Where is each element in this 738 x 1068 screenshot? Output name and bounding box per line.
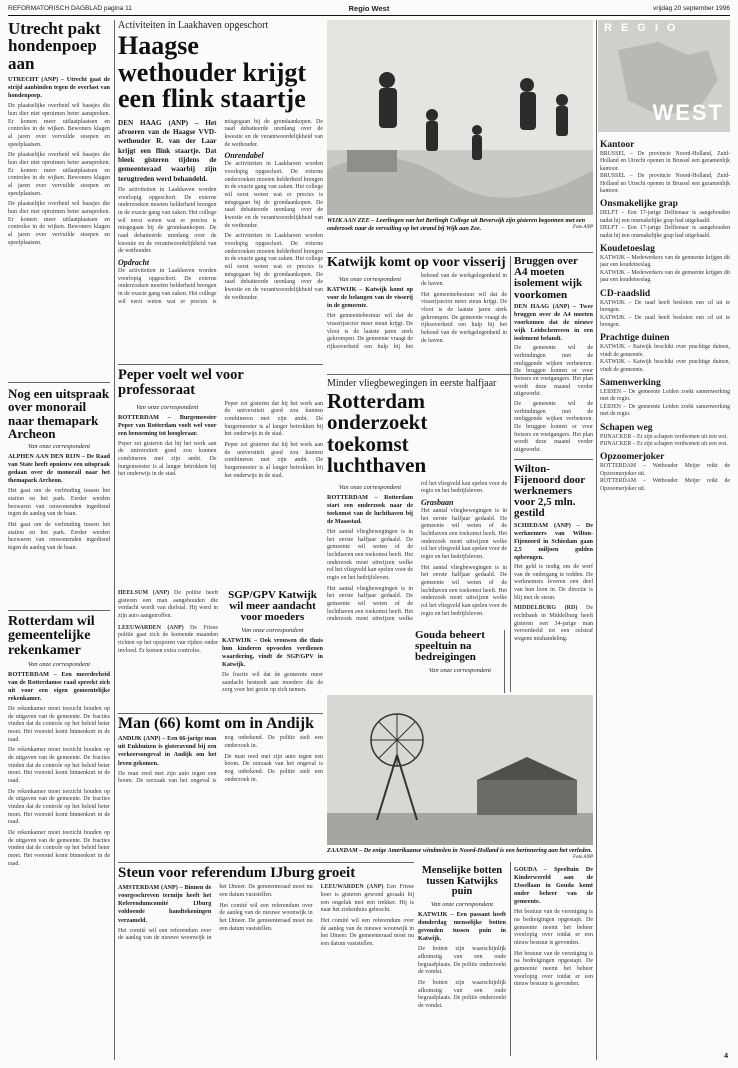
article-gouda-body bbox=[514, 866, 593, 1056]
article-lead: ANDIJK (ANP) – Een 66-jarige man uit Enkhuizen is gisteravond bij een verkeersongeval in Andijk om het leven gekomen. bbox=[118, 735, 217, 767]
article-columns bbox=[118, 401, 323, 482]
article-body-repeat: De activiteiten in Laakhaven worden voorlopig opgeschort. De externe onderzoeken moeten helderheid brengen in de exacte gang van zaken. Het college wil eerst weten wat er precies is misgegaan bij de grondaankopen. De raad debatteerde urenlang over de kwestie en de verantwoordelijkheid van de wethouder. bbox=[224, 233, 323, 301]
article-title: Wilton-Fijenoord door werknemers voor 2,5 mln. gestild bbox=[514, 462, 585, 520]
article-lead: AMSTERDAM (ANP) – Binnen de voorgeschreven termijn heeft het Referendumcomité IJburg voldoende handtekeningen verzameld. bbox=[118, 884, 212, 924]
article-body-repeat: Het comité wil een referendum over de aanleg van de nieuwe woonwijk in het IJmeer. De gemeenteraad moet nu een datum vaststellen. bbox=[219, 902, 313, 932]
article-lead: GOUDA – Speeltuin De Kinderwereld aan de IJssellaan in Gouda komt onder beheer van de gemeente. bbox=[514, 866, 593, 906]
sidebar-item: Opzoomerjoker ROTTERDAM – Wethouder Meijer reikt de Opzoomerjoker uit. ROTTERDAM – Wethouder Meijer reikt de Opzoomerjoker uit. bbox=[600, 452, 730, 492]
article-title: Bruggen over A4 moeten isolement wijk voorkomen bbox=[514, 256, 583, 301]
page-header bbox=[8, 5, 730, 14]
article-lead: UTRECHT (ANP) – Utrecht gaat de strijd aanbinden tegen de overlast van hondenpoep. bbox=[8, 75, 110, 100]
divider bbox=[327, 252, 593, 253]
article-katwijk-visserij bbox=[327, 256, 507, 371]
article-title: Menselijke botten tussen Katwijks puin bbox=[421, 866, 503, 898]
sidebar-item: Kantoor BRUSSEL – De provincie Noord-Holland, Zuid-Holland en Utrecht openen in Brussel een gezamenlijk kantoor. BRUSSEL – De provincie Noord-Holland, Zuid-Holland en Utrecht openen in Brussel een gezamenlijk kantoor. bbox=[600, 140, 730, 195]
article-title: Nog een uitspraak over monorail naar themapark Archeon bbox=[8, 387, 110, 441]
subhead: Onrendabel bbox=[224, 151, 264, 161]
article-title: Gouda beheert speeltuin na bedreigingen bbox=[415, 630, 485, 664]
article-body-repeat: De activiteiten in Laakhaven worden voorlopig opgeschort. De externe onderzoeken moeten helderheid brengen in de exacte gang van zaken. Het college wil eerst weten wat er precies is misgegaan bij de grondaankopen. De raad debatteerde urenlang over de kwestie en de verantwoordelijkheid van de wethouder. bbox=[224, 161, 323, 229]
article-columns bbox=[118, 119, 323, 307]
sidebar-briefs bbox=[600, 136, 730, 1056]
article-body-repeat: De activiteiten in Laakhaven worden voorlopig opgeschort. De externe onderzoeken moeten helderheid brengen in de exacte gang van zaken. Het college wil eerst weten wat er precies is misgegaan bij de grondaankopen. De raad debatteerde urenlang over de kwestie en de verantwoordelijkheid van de wethouder. bbox=[118, 118, 323, 305]
beach-photo bbox=[327, 20, 593, 215]
byline: Van onze correspondent bbox=[136, 403, 199, 411]
divider bbox=[118, 713, 323, 714]
article-column-bruggen-wilton bbox=[514, 256, 593, 692]
article-body-repeat: Het gaat om de verbinding tussen het station en het park. Eerder werden bezwaren van omwonenden ingediend tegen de aanleg van de baan. bbox=[8, 521, 110, 551]
divider bbox=[118, 862, 414, 863]
article-kicker: Activiteiten in Laakhaven opgeschort bbox=[118, 20, 269, 31]
article-body: Peper zei gisteren dat hij het werk aan de universiteit goed zou kunnen combineren met zijn ambt. De burgemeester is al langer betrokken bij het onderwijs in de stad. bbox=[118, 440, 217, 478]
newspaper-name: REFORMATORISCH DAGBLAD pagina 11 bbox=[8, 5, 132, 12]
article-man66 bbox=[118, 716, 323, 856]
column-rule bbox=[114, 20, 115, 1060]
article-body-repeat: Peper zei gisteren dat hij het werk aan de universiteit goed zou kunnen combineren met zijn ambt. De burgemeester is al langer betrokken bij het onderwijs in de stad. bbox=[224, 400, 323, 438]
brief-leeuwarden2: LEEUWARDEN (ANP) Een Friese boer is gisteren gewond geraakt bij een ongeluk met een trekker. Hij is naar het ziekenhuis gebracht. bbox=[320, 884, 414, 914]
article-body-repeat: Het comité wil een referendum over de aanleg van de nieuwe woonwijk in het IJmeer. De gemeenteraad moet nu een datum vaststellen. bbox=[320, 917, 414, 947]
sidebar-item: Onsmakelijke grap DELFT – Een 17-jarige Delftenaar is aangehouden nadat hij een onsmakelijke grap had uitgehaald. DELFT – Een 17-jarige Delftenaar is aangehouden nadat hij een onsmakelijke grap had uitgehaald. bbox=[600, 199, 730, 239]
column-rule bbox=[510, 862, 511, 1056]
article-body: Het comité wil een referendum over de aanleg van de nieuwe woonwijk in het IJmeer. De gemeenteraad moet nu een datum vaststellen. bbox=[118, 884, 313, 942]
divider bbox=[514, 459, 593, 460]
byline: Van onze correspondent bbox=[27, 660, 91, 668]
article-sgp bbox=[222, 590, 323, 710]
article-title: Rotterdam onderzoekt toekomst luchthaven bbox=[327, 389, 428, 478]
issue-date: vrijdag 20 september 1996 bbox=[653, 5, 730, 12]
article-lead: ROTTERDAM – Rotterdam start een onderzoek naar de toekomst van de luchthaven bij de Maasstad. bbox=[327, 493, 413, 525]
header-rule bbox=[8, 15, 730, 16]
article-columns bbox=[118, 884, 414, 948]
brief-middelburg: MIDDELBURG (RD) De rechtbank in Middelburg heeft gisteren een 34-jarige man veroordeeld tot een celstraf wegens mishandeling. bbox=[514, 605, 593, 643]
article-body-repeat: Peper zei gisteren dat hij het werk aan de universiteit goed zou kunnen combineren met zijn ambt. De burgemeester is al langer betrokken bij het onderwijs in de stad. bbox=[224, 441, 323, 479]
article-body: De activiteiten in Laakhaven worden voorlopig opgeschort. De externe onderzoeken moeten helderheid brengen in de exacte gang van zaken. Het college wil eerst weten wat er precies is misgegaan bij de grondaankopen. De raad debatteerde urenlang over de kwestie en de verantwoordelijkheid van de wethouder. bbox=[118, 187, 217, 255]
column-rule bbox=[596, 20, 597, 1060]
byline: Van onze correspondent bbox=[430, 901, 494, 909]
article-lead: KATWIJK – Een passant heeft donderdag menselijke botten gevonden tussen puin in Katwijk. bbox=[418, 911, 506, 943]
article-title: Haagse wethouder krijgt een flink staartje bbox=[118, 31, 307, 114]
article-body: Het bestuur van de vereniging is na bedreigingen opgestapt. De gemeente neemt het beheer voorlopig over totdat er een nieuw bestuur is gevonden. bbox=[514, 909, 593, 946]
article-peper bbox=[118, 368, 323, 588]
subhead: Grasbaan bbox=[421, 497, 454, 507]
article-lead: ALPHEN AAN DEN RIJN – De Raad van State heeft opnieuw een uitspraak gedaan over de monorail naar het themapark Archeon. bbox=[8, 453, 110, 485]
article-body: De man reed met zijn auto tegen een boom. De oorzaak van het ongeval is nog onbekend. De politie stelt een onderzoek in. bbox=[118, 735, 323, 785]
beach-caption: WIJK AAN ZEE – Leerlingen van het Berlingh College uit Beverwijk zijn gisteren begonnen met een onderzoek naar de vervuiling op het strand bij Wijk aan Zee. Foto ANP bbox=[327, 217, 593, 232]
article-lead: DEN HAAG (ANP) – Het afvoeren van de Haagse VVD-wethouder R. van der Laar krijgt een flink staartje. Dat bleek gisteren tijdens de gemeenteraad waarbij zijn terugtreden werd behandeld. bbox=[118, 118, 217, 183]
article-body: Het geld is nodig om de werf van de ondergang te redden. De werknemers leveren een deel van hun loon in. De directie is blij met de steun. bbox=[514, 564, 593, 601]
article-body-repeat: Het aantal vliegbewegingen is in het eerste halfjaar gedaald. De gemeente wil weten of de luchthaven een toekomst heeft. Het onderzoek moet uitwijzen welke rol het vliegveld kan spelen voor de regio en het bedrijfsleven. bbox=[421, 564, 507, 617]
byline: Van onze correspondent bbox=[428, 666, 492, 674]
subhead: Opdracht bbox=[118, 258, 150, 268]
zaandam-caption: ZAANDAM – De enige Amerikaanse windmolen in Noord-Holland is een herinnering aan het verleden. Foto ANP bbox=[327, 847, 593, 860]
sidebar-item: Koudetoeslag KATWIJK – Medewerkers van de gemeente krijgen dit jaar een koudetoeslag. KATWIJK – Medewerkers van de gemeente krijgen dit jaar een koudetoeslag. bbox=[600, 244, 730, 284]
byline: Van onze correspondent bbox=[338, 276, 402, 284]
article-title: Utrecht pakt hondenpoep aan bbox=[8, 20, 101, 73]
article-title: Man (66) komt om in Andijk bbox=[118, 716, 315, 732]
article-body: De fractie wil dat de gemeente meer aandacht besteedt aan moeders die de zorg voor het gezin op zich nemen. bbox=[222, 671, 323, 694]
logo-word-regio: REGIO bbox=[604, 22, 685, 34]
section-title: Regio West bbox=[348, 4, 390, 13]
brief-heelsum: HEELSUM (ANP) De politie heeft gisteren een man aangehouden die verdacht wordt van diefstal. Hij werd in zijn auto aangetroffen. bbox=[118, 590, 218, 620]
article-menselijke-botten bbox=[418, 866, 506, 1056]
article-body-repeat: Het gemeentebestuur wil dat de visserijsector meer steun krijgt. De vloot is de laatste jaren sterk gekrompen. De gemeente vraagt de rijksoverheid om hulp bij het behoud van de werkgelegenheid in de haven. bbox=[421, 291, 507, 344]
article-kicker: Minder vliegbewegingen in eerste halfjaar bbox=[327, 378, 497, 389]
article-body: Het gaat om de verbinding tussen het station en het park. Eerder werden bezwaren van omwonenden ingediend tegen de aanleg van de baan. bbox=[8, 488, 110, 518]
article-rotterdam-luchthaven bbox=[327, 378, 507, 628]
article-gouda bbox=[415, 630, 505, 690]
brief-leeuwarden: LEEUWARDEN (ANP) De Friese politie gaat zich de komende maanden richten op het opsporen van rijders onder invloed. Er komen extra controles. bbox=[118, 624, 218, 654]
article-body: De plaatselijke overheid wil baasjes die hun dier niet opruimen beter aanspreken. Er komen meer uitlaatplaatsen en controles in de wijken. Bewoners klagen al jaren over vervuilde stoepen en speelplaatsen. bbox=[8, 103, 110, 148]
article-body: De gemeente wil de verbindingen met de omliggende wijken verbeteren. De bruggen komen er voor fietsers en voetgangers. Het plan wordt deze maand verder uitgewerkt. bbox=[514, 345, 593, 398]
article-lead: KATWIJK – Ook vrouwen die thuis hun kinderen opvoeden verdienen waardering, vindt de SGP/GPV in Katwijk. bbox=[222, 636, 323, 668]
article-body-repeat: De rekenkamer moet toezicht houden op de uitgaven van de gemeente. De fracties vinden dat de controle op het beleid beter moet. Het voorstel komt binnenkort in de raad. bbox=[8, 788, 110, 826]
article-columns bbox=[118, 735, 323, 786]
regio-west-logo bbox=[598, 20, 730, 132]
article-body-repeat: De gemeente wil de verbindingen met de omliggende wijken verbeteren. De bruggen komen er voor fietsers en voetgangers. Het plan wordt deze maand verder uitgewerkt. bbox=[514, 400, 593, 453]
article-columns bbox=[327, 273, 507, 352]
beach-scene-icon bbox=[327, 20, 593, 215]
article-body: Het aantal vliegbewegingen is in het eerste halfjaar gedaald. De gemeente wil weten of de luchthaven een toekomst heeft. Het onderzoek moet uitwijzen welke rol het vliegveld kan spelen voor de regio en het bedrijfsleven. bbox=[327, 528, 413, 581]
page-number: 4 bbox=[724, 1053, 728, 1060]
column-rule bbox=[510, 256, 511, 692]
article-body: Het gemeentebestuur wil dat de visserijsector meer steun krijgt. De vloot is de laatste jaren sterk gekrompen. De gemeente vraagt de rijksoverheid om hulp bij het behoud van de werkgelegenheid in de haven. bbox=[327, 273, 507, 351]
divider bbox=[8, 382, 110, 383]
article-body-repeat: Het aantal vliegbewegingen is in het eerste halfjaar gedaald. De gemeente wil weten of de luchthaven een toekomst heeft. Het onderzoek moet uitwijzen welke rol het vliegveld kan spelen voor de regio en het bedrijfsleven. bbox=[421, 507, 507, 560]
article-lead: DEN HAAG (ANP) – Twee bruggen over de A4 moeten voorkomen dat de nieuwe wijk Leidschenveen in een isolement belandt. bbox=[514, 302, 593, 343]
article-body-repeat: De rekenkamer moet toezicht houden op de uitgaven van de gemeente. De fracties vinden dat de controle op het beleid beter moet. Het voorstel komt binnenkort in de raad. bbox=[8, 747, 110, 785]
article-body-repeat: De plaatselijke overheid wil baasjes die hun dier niet opruimen beter aanspreken. Er komen meer uitlaatplaatsen en controles in de wijken. Bewoners klagen al jaren over vervuilde stoepen en speelplaatsen. bbox=[8, 201, 110, 246]
article-body-repeat: De rekenkamer moet toezicht houden op de uitgaven van de gemeente. De fracties vinden dat de controle op het beleid beter moet. Het voorstel komt binnenkort in de raad. bbox=[8, 830, 110, 867]
byline: Van onze correspondent bbox=[27, 443, 91, 450]
article-lead: SCHIEDAM (ANP) – De werknemers van Wilton-Fijenoord in Schiedam gaan 2,5 miljoen gulden opbrengen. bbox=[514, 521, 593, 561]
article-rotterdam-rekenkamer bbox=[8, 615, 110, 1055]
brief-column bbox=[118, 590, 218, 710]
article-lead: ROTTERDAM – Een meerderheid van de Rotterdamse raad spreekt zich uit voor een eigen gemeentelijke rekenkamer. bbox=[8, 670, 110, 702]
article-ijburg bbox=[118, 866, 414, 1056]
article-title: SGP/GPV Katwijk wil meer aandacht voor moeders bbox=[228, 590, 317, 624]
article-laakhaven bbox=[118, 20, 323, 360]
article-body-repeat: De man reed met zijn auto tegen een boom. De oorzaak van het ongeval is nog onbekend. De politie stelt een onderzoek in. bbox=[224, 753, 323, 783]
sidebar-item: Prachtige duinen KATWIJK – Katwijk beschikt over prachtige duinen, vindt de gemeente. KATWIJK – Katwijk beschikt over prachtige duinen, vindt de gemeente. bbox=[600, 333, 730, 373]
sidebar-item: Samenwerking LEIDEN – De gemeente Leiden zoekt samenwerking met de regio. LEIDEN – De gemeente Leiden zoekt samenwerking met de regio. bbox=[600, 377, 730, 418]
divider bbox=[118, 364, 323, 365]
logo-word-west: WEST bbox=[652, 100, 724, 125]
article-title: Rotterdam wil gemeentelijke rekenkamer bbox=[8, 615, 95, 658]
sidebar-item: Schapen weg PIJNACKER – Er zijn schapen verdwenen uit een wei. PIJNACKER – Er zijn schapen verdwenen uit een wei. bbox=[600, 422, 728, 447]
article-columns bbox=[327, 481, 507, 624]
article-body: De botten zijn waarschijnlijk afkomstig van een oude begraafplaats. De politie onderzoekt de vondst. bbox=[418, 946, 506, 976]
article-body: De rekenkamer moet toezicht houden op de uitgaven van de gemeente. De fracties vinden dat de controle op het beleid beter moet. Het voorstel komt binnenkort in de raad. bbox=[8, 706, 110, 743]
byline: Van onze correspondent bbox=[338, 483, 402, 491]
article-utrecht bbox=[8, 20, 110, 380]
byline: Van onze correspondent bbox=[241, 626, 304, 634]
article-title: Steun voor referendum IJburg groeit bbox=[118, 866, 356, 881]
zaandam-photo bbox=[327, 695, 593, 845]
article-nog-een bbox=[8, 387, 110, 607]
article-body-repeat: Het bestuur van de vereniging is na bedreigingen opgestapt. De gemeente neemt het beheer voorlopig over totdat er een nieuw bestuur is gevonden. bbox=[514, 950, 593, 988]
sidebar-item: CD-raadslid KATWIJK – De raad heeft besloten een cd uit te brengen. KATWIJK – De raad heeft besloten een cd uit te brengen. bbox=[600, 288, 730, 328]
article-body-repeat: De botten zijn waarschijnlijk afkomstig van een oude begraafplaats. De politie onderzoekt de vondst. bbox=[418, 980, 506, 1010]
article-title: Katwijk komt op voor visserij bbox=[327, 256, 506, 270]
divider bbox=[8, 610, 110, 611]
windmill-icon bbox=[327, 695, 593, 845]
article-body-repeat: De plaatselijke overheid wil baasjes die hun dier niet opruimen beter aanspreken. Er komen meer uitlaatplaatsen en controles in de wijken. Bewoners klagen al jaren over vervuilde stoepen en speelplaatsen. bbox=[8, 152, 110, 197]
article-title: Peper voelt wel voor professoraat bbox=[118, 368, 244, 398]
article-body-repeat: Het aantal vliegbewegingen is in het eerste halfjaar gedaald. De gemeente wil weten of de luchthaven een toekomst heeft. Het onderzoek moet uitwijzen welke rol het vliegveld kan spelen voor de regio en het bedrijfsleven. bbox=[327, 480, 507, 623]
article-lead: KATWIJK – Katwijk komt op voor de belangen van de visserij in de gemeente. bbox=[327, 286, 413, 310]
article-lead: ROTTERDAM – Burgemeester Peper van Rotterdam voelt wel voor een benoeming tot hoogleraar. bbox=[118, 413, 217, 437]
